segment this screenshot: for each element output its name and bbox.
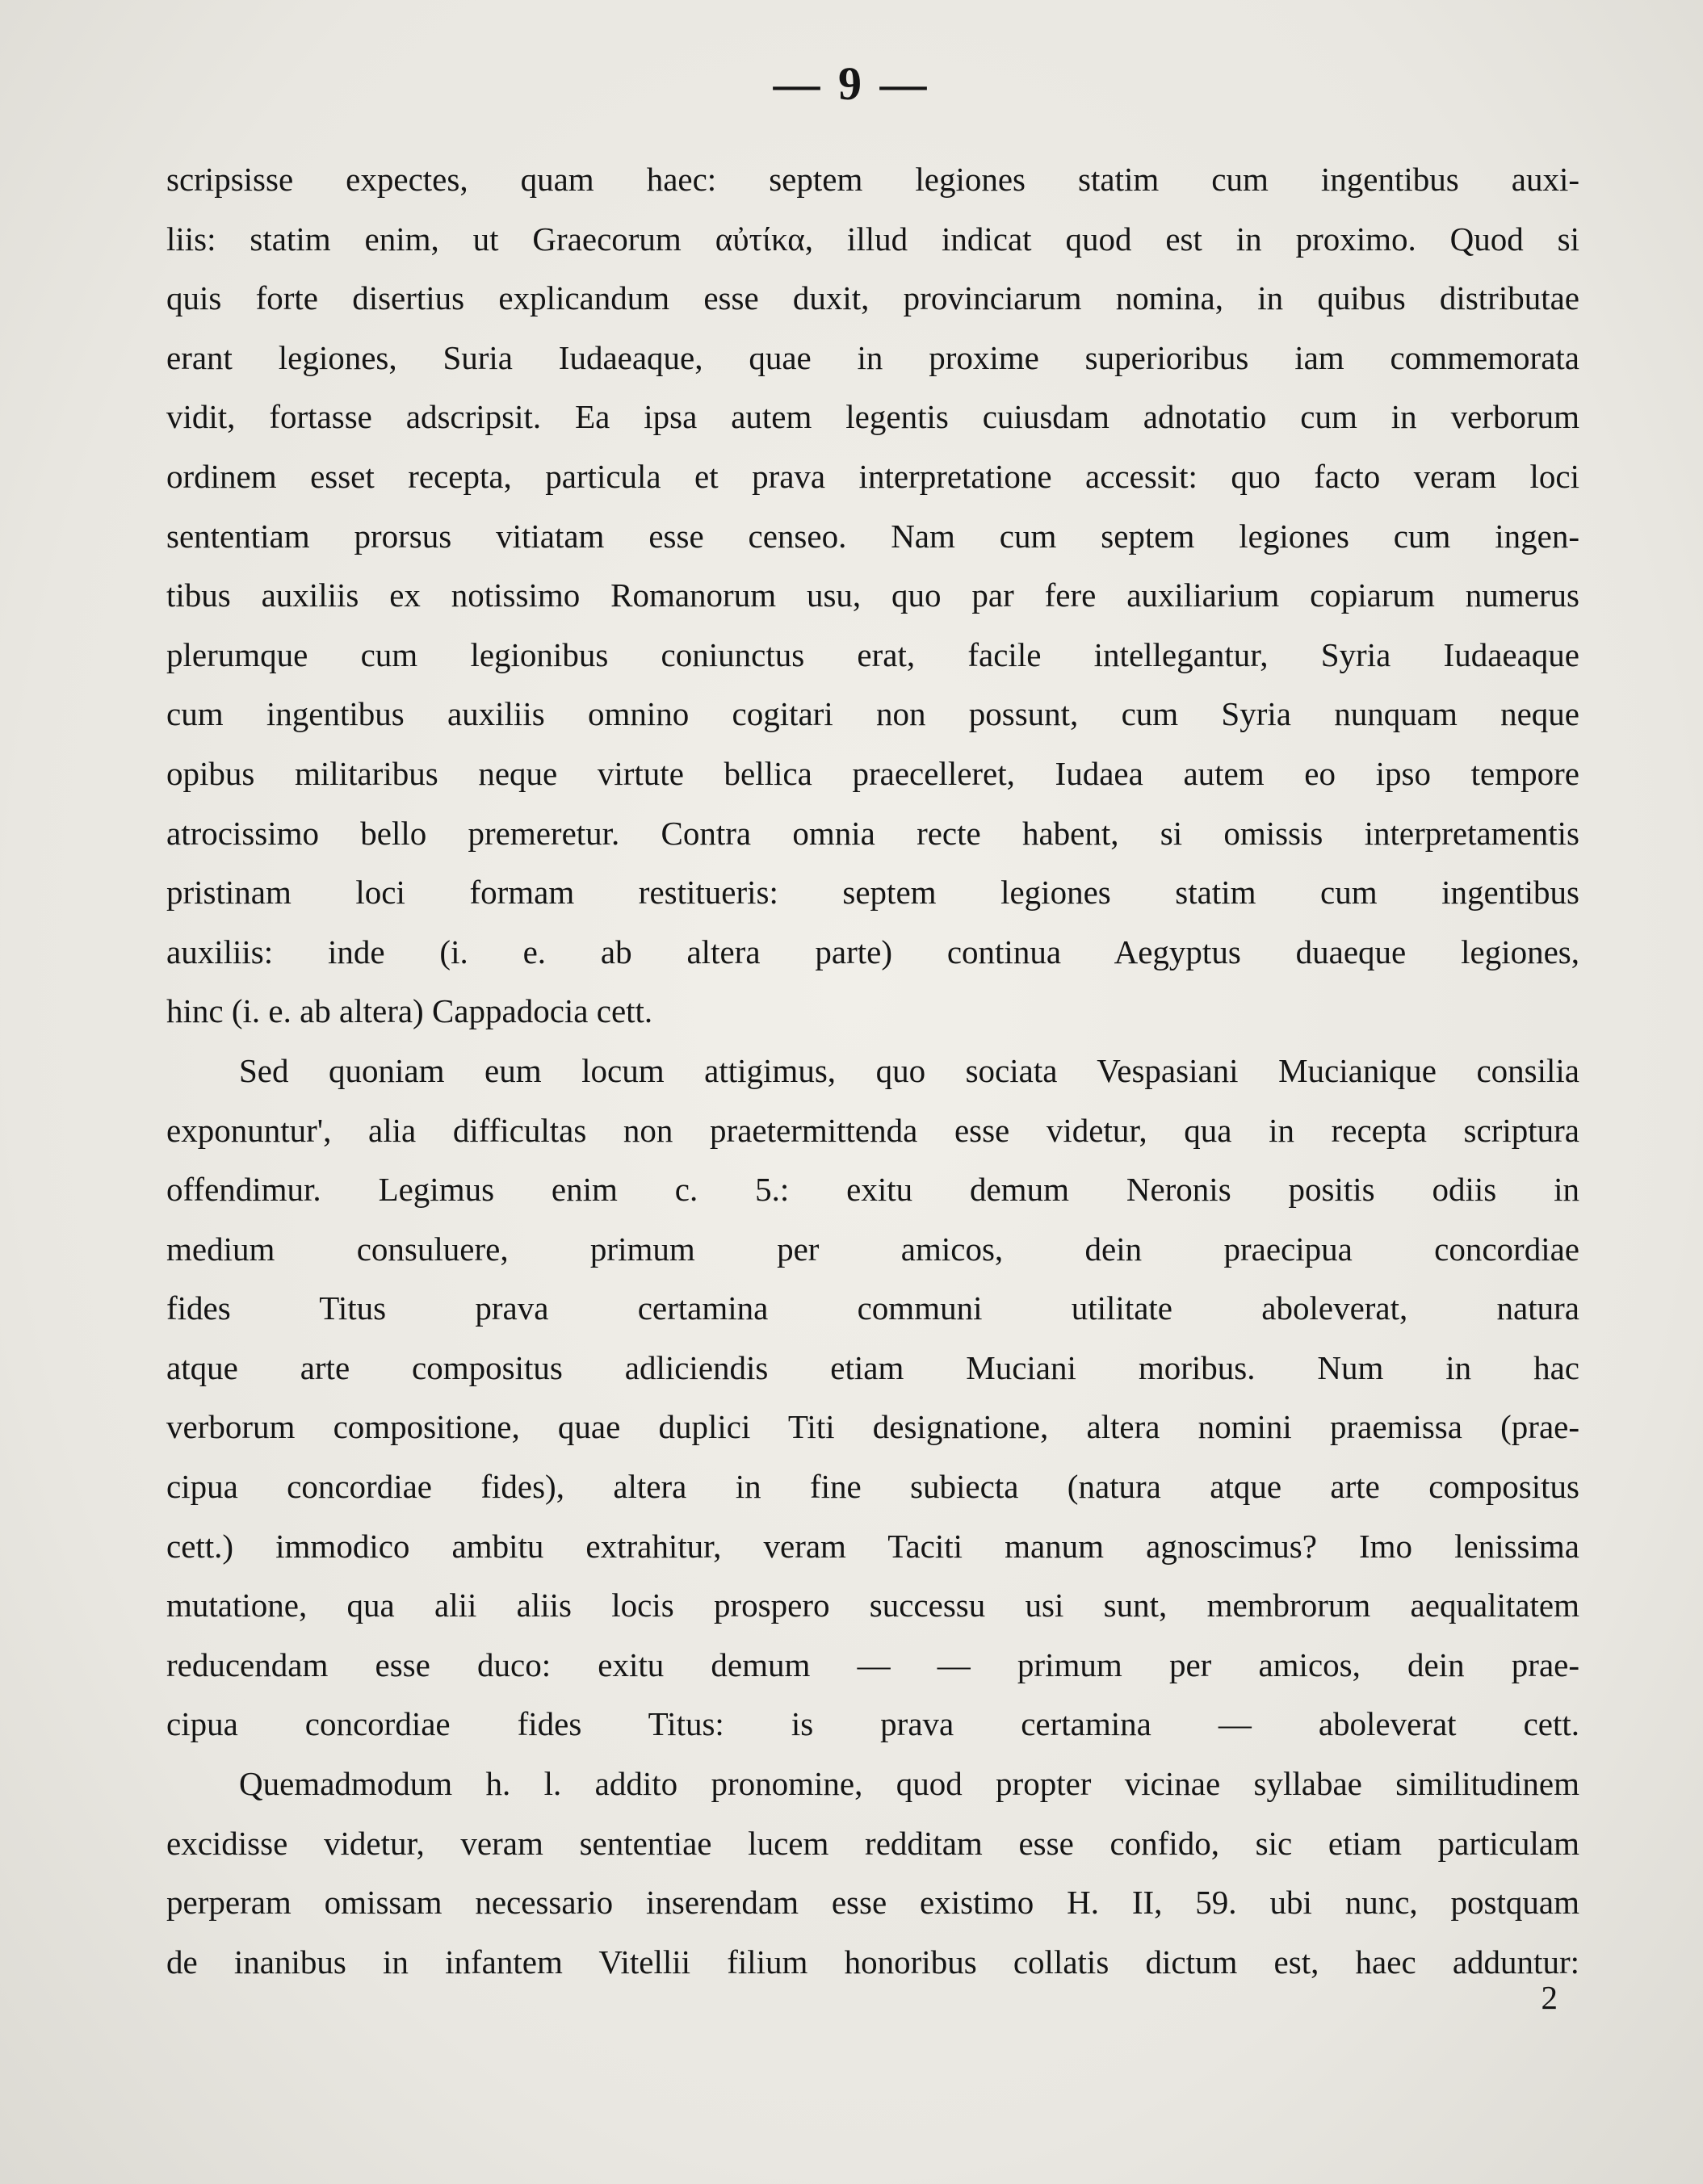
text-line-14: auxiliis: inde (i. e. ab altera parte) continua Aegyptus duaeque legiones, (166, 933, 1579, 970)
text-line-22: verborum compositione, quae duplici Titi designatione, altera nomini praemissa (prae- (166, 1408, 1579, 1446)
text-line-31: de inanibus in infantem Vitellii filium honoribus collatis dictum est, haec adduntur: (166, 1943, 1579, 1981)
text-line-18: offendimur. Legimus enim c. 5.: exitu demum Neronis positis odiis in (166, 1171, 1579, 1209)
page-number: — 9 — (773, 57, 930, 110)
text-line-13: pristinam loci formam restitueris: septem legiones statim cum ingentibus (166, 874, 1579, 912)
text-line-4: erant legiones, Suria Iudaeaque, quae in proxime superioribus iam commemorata (166, 338, 1579, 376)
text-line-30: perperam omissam necessario inserendam esse existimo H. II, 59. ubi nunc, postquam (166, 1884, 1579, 1922)
text-line-23: cipua concordiae fides), altera in fine subiecta (natura atque arte compositus (166, 1468, 1579, 1506)
text-line-25: mutatione, qua alii aliis locis prospero successu usi sunt, membrorum aequalitatem (166, 1587, 1579, 1624)
text-line-2: liis: statim enim, ut Graecorum αὐτίκα, illud indicat quod est in proximo. Quod si (166, 220, 1579, 258)
signature-mark: 2 (1541, 1979, 1558, 2016)
text-line-12: atrocissimo bello premeretur. Contra omnia recte habent, si omissis interpretamentis (166, 814, 1579, 852)
body-text (166, 150, 1579, 1992)
text-line-11: opibus militaribus neque virtute bellica praecelleret, Iudaea autem eo ipso tempore (166, 754, 1579, 792)
text-line-9: plerumque cum legionibus coniunctus erat, facile intellegantur, Syria Iudaeaque (166, 635, 1579, 673)
text-line-5: vidit, fortasse adscripsit. Ea ipsa autem legentis cuiusdam adnotatio cum in verborum (166, 398, 1579, 436)
text-line-3: quis forte disertius explicandum esse duxit, provinciarum nomina, in quibus distributae (166, 279, 1579, 317)
text-line-28: Quemadmodum h. l. addito pronomine, quod propter vicinae syllabae similitudinem (239, 1765, 1579, 1803)
text-line-26: reducendam esse duco: exitu demum — — primum per amicos, dein prae- (166, 1645, 1579, 1683)
text-line-7: sententiam prorsus vitiatam esse censeo. Nam cum septem legiones cum ingen- (166, 517, 1579, 555)
text-line-6: ordinem esset recepta, particula et prava interpretatione accessit: quo facto veram loci (166, 457, 1579, 495)
text-line-19: medium consuluere, primum per amicos, dein praecipua concordiae (166, 1230, 1579, 1268)
text-line-29: excidisse videtur, veram sententiae lucem redditam esse confido, sic etiam particulam (166, 1824, 1579, 1862)
text-line-15: hinc (i. e. ab altera) Cappadocia cett. (166, 992, 653, 1030)
text-line-20: fides Titus prava certamina communi utilitate aboleverat, natura (166, 1289, 1579, 1327)
text-line-16: Sed quoniam eum locum attigimus, quo sociata Vespasiani Mucianique consilia (239, 1051, 1579, 1089)
text-line-8: tibus auxiliis ex notissimo Romanorum usu, quo par fere auxiliarium copiarum numerus (166, 576, 1579, 614)
text-line-1: scripsisse expectes, quam haec: septem legiones statim cum ingentibus auxi- (166, 161, 1579, 198)
text-line-24: cett.) immodico ambitu extrahitur, veram Taciti manum agnoscimus? Imo lenissima (166, 1527, 1579, 1565)
text-line-21: atque arte compositus adliciendis etiam Muciani moribus. Num in hac (166, 1348, 1579, 1386)
text-line-27: cipua concordiae fides Titus: is prava certamina — aboleverat cett. (166, 1705, 1579, 1743)
text-line-10: cum ingentibus auxiliis omnino cogitari non possunt, cum Syria nunquam neque (166, 695, 1579, 733)
text-line-17: exponuntur', alia difficultas non praetermittenda esse videtur, qua in recepta scriptura (166, 1111, 1579, 1149)
